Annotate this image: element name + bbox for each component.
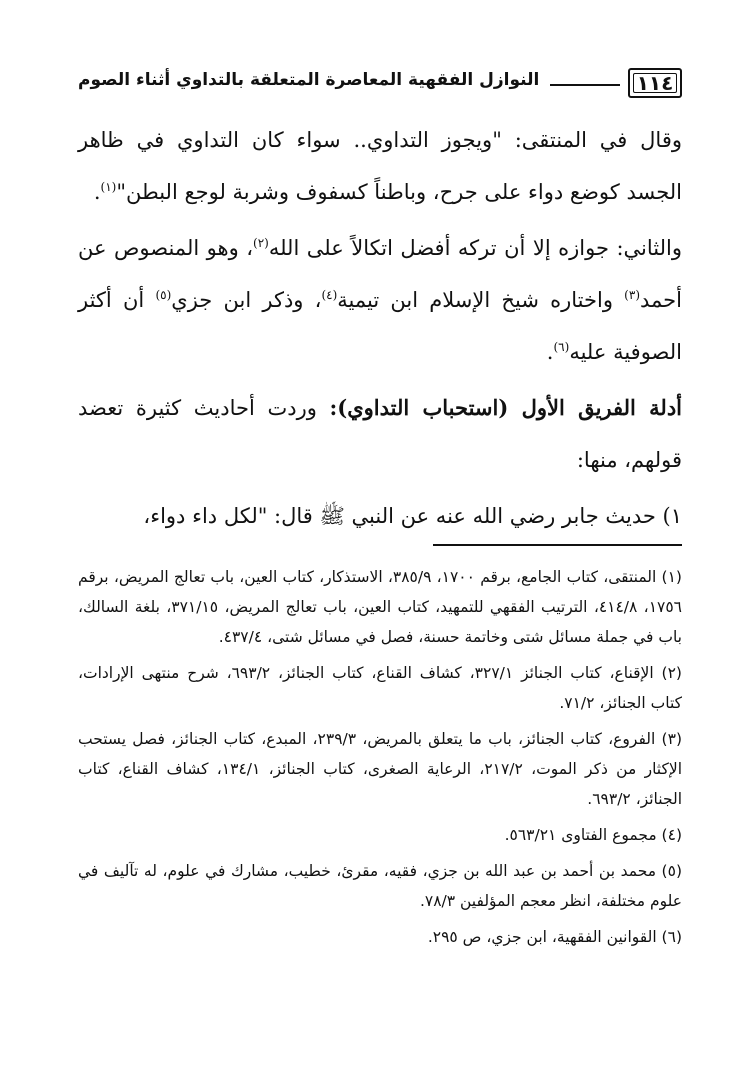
footnote-ref-1: (١) bbox=[100, 180, 117, 194]
footnote-5: (٥) محمد بن أحمد بن عبد الله بن جزي، فقيه، مقرئ، خطيب، مشارك في علوم، له تآليف في علوم مختلفة، انظر معجم المؤلفين ٧٨/٣. bbox=[78, 862, 682, 910]
footnote-ref-2: (٢) bbox=[253, 236, 269, 250]
page-number: ١١٤ bbox=[628, 68, 682, 98]
footnote-2: (٢) الإقناع، كتاب الجنائز ٣٢٧/١، كشاف القناع، كتاب الجنائز، ٦٩٣/٢، شرح منتهى الإرادات، كتاب الجنائز، ٧١/٢. bbox=[78, 664, 682, 712]
running-header bbox=[78, 64, 682, 104]
footnote-ref-5: (٥) bbox=[155, 288, 172, 302]
footnote-ref-4: (٤) bbox=[321, 288, 338, 302]
header-rule bbox=[550, 84, 620, 86]
footnotes bbox=[78, 562, 682, 958]
paragraph-muntaqa: وقال في المنتقى: "ويجوز التداوي.. سواء كان التداوي في ظاهر الجسد كوضع دواء على جرح، وباطناً كسفوف وشربة لوجع البطن"$^{(١)}$. bbox=[78, 128, 682, 204]
paragraph-evidence: أدلة الفريق الأول (استحباب التداوي): وردت أحاديث كثيرة تعضد قولهم، منها: bbox=[78, 395, 683, 472]
running-title: النوازل الفقهية المعاصرة المتعلقة بالتداوي أثناء الصوم bbox=[78, 70, 540, 90]
footnote-separator bbox=[433, 544, 682, 546]
main-text bbox=[78, 114, 682, 542]
paragraph-hadith-1: ١) حديث جابر رضي الله عنه عن النبي ﷺ قال: "لكل داء دواء، bbox=[143, 504, 682, 528]
footnote-ref-6: (٦) bbox=[553, 340, 570, 354]
footnote-4: (٤) مجموع الفتاوى ٥٦٣/٢١. bbox=[504, 826, 682, 844]
footnote-ref-3: (٣) bbox=[624, 288, 640, 302]
paragraph-second-opinion: والثاني: جوازه إلا أن تركه أفضل اتكالاً على الله$^{(٢)}$، وهو المنصوص عن أحمد$^{(٣)}$ واختاره شيخ الإسلام ابن تيمية$^{(٤)}$، وذكر ابن جزي$^{(٥)}$ أن أكثر الصوفية عليه$^{(٦)}$. bbox=[78, 236, 682, 364]
section-heading: أدلة الفريق الأول (استحباب التداوي): bbox=[329, 395, 683, 420]
footnote-1: (١) المنتقى، كتاب الجامع، برقم ١٧٠٠، ٣٨٥/٩، الاستذكار، كتاب العين، باب تعالج المريض، برقم ١٧٥٦، ٤١٤/٨، الترتيب الفقهي للتمهيد، كتاب العين، باب تعالج المريض، ٣٧١/١٥، بلغة السالك، باب في جملة مسائل شتى وخاتمة حسنة، فصل في مسائل شتى، ٤٣٧/٤. bbox=[78, 568, 682, 646]
footnote-3: (٣) الفروع، كتاب الجنائز، باب ما يتعلق بالمريض، ٢٣٩/٣، المبدع، كتاب الجنائز، فصل يستحب الإكثار من ذكر الموت، ٢١٧/٢، الرعاية الصغرى، كتاب الجنائز، ١٣٤/١، كشاف القناع، كتاب الجنائز، ٦٩٣/٢. bbox=[78, 730, 682, 808]
footnote-6: (٦) القوانين الفقهية، ابن جزي، ص ٢٩٥. bbox=[427, 928, 682, 946]
